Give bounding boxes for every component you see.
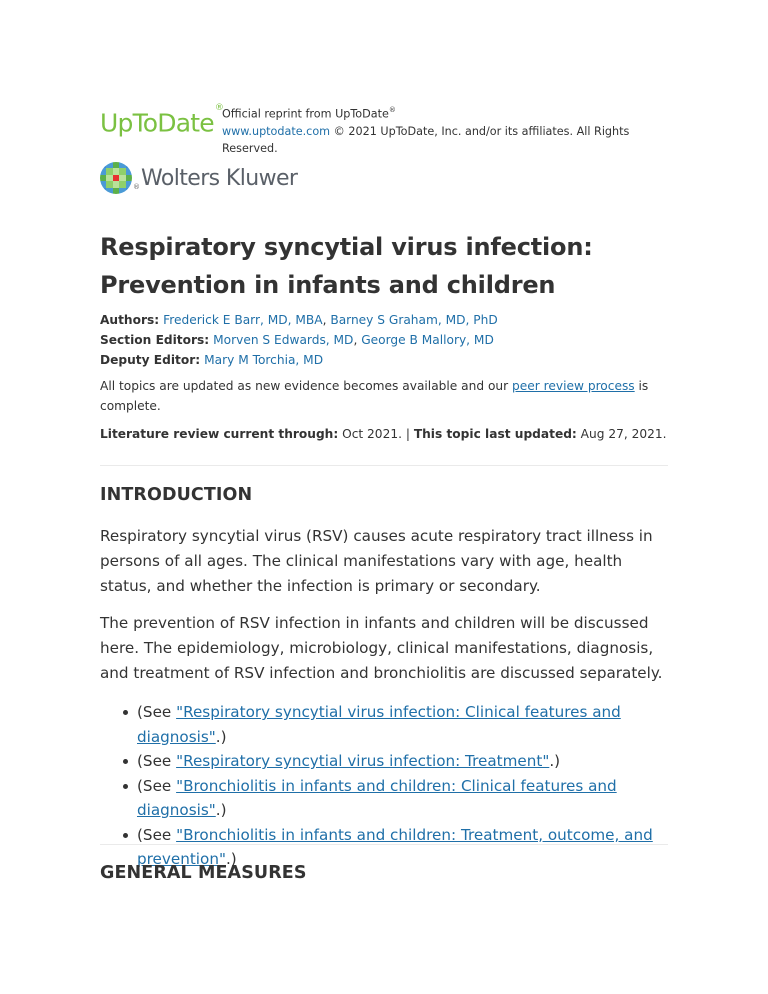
update-note-text: is complete.	[100, 379, 649, 413]
uptodate-logo-text: UpToDate	[100, 108, 214, 138]
reprint-line	[222, 103, 668, 123]
author-link[interactable]: Barney S Graham, MD, PhD	[330, 313, 498, 327]
reprint-text: Official reprint from UpToDate	[222, 107, 389, 121]
update-note	[100, 376, 668, 416]
reprint-header	[100, 103, 668, 160]
author-link[interactable]: Frederick E Barr, MD, MBA	[163, 313, 323, 327]
registered-mark: ®	[388, 106, 396, 114]
section-divider	[100, 844, 668, 845]
wolters-kluwer-globe-icon	[100, 162, 132, 194]
see-prefix: (See	[137, 776, 177, 795]
topic-link[interactable]: "Respiratory syncytial virus infection: Treatment"	[176, 752, 550, 770]
topic-link[interactable]: "Bronchiolitis in infants and children: Treatment, outcome, and prevention"	[137, 825, 653, 868]
reprint-notice	[222, 103, 668, 157]
uptodate-site-link[interactable]: www.uptodate.com	[222, 124, 331, 138]
see-suffix: .)	[549, 752, 561, 770]
copyright-text: © 2021 UpToDate, Inc. and/or its affiliates. All Rights Reserved.	[222, 124, 630, 155]
publisher-name: Wolters Kluwer	[141, 165, 298, 191]
authors-label: Authors:	[100, 313, 160, 327]
lit-review-value: Oct 2021. |	[338, 427, 414, 441]
lit-review-label: Literature review current through:	[100, 427, 339, 441]
article-title: Respiratory syncytial virus infection: Prevention in infants and children	[100, 233, 593, 299]
see-prefix: (See	[137, 825, 177, 844]
section-editors-row	[100, 330, 498, 350]
section-editor-link[interactable]: George B Mallory, MD	[361, 333, 494, 347]
copyright-line	[222, 123, 668, 157]
section-editors-label: Section Editors:	[100, 333, 210, 347]
topic-link[interactable]: "Bronchiolitis in infants and children: Clinical features and diagnosis"	[137, 776, 617, 819]
section-heading-introduction: INTRODUCTION	[100, 485, 253, 505]
see-prefix: (See	[137, 703, 177, 721]
update-note-text: All topics are updated as new evidence becomes available and our	[100, 379, 513, 393]
wolters-kluwer-logo	[100, 162, 297, 194]
topic-link[interactable]: "Respiratory syncytial virus infection: Clinical features and diagnosis"	[137, 703, 621, 746]
section-divider	[100, 465, 668, 466]
last-updated-value: Aug 27, 2021.	[576, 427, 667, 441]
deputy-editor-label: Deputy Editor:	[100, 353, 201, 367]
deputy-editor-row	[100, 350, 498, 370]
article-contributors	[100, 310, 498, 370]
section-heading-general-measures: GENERAL MEASURES	[100, 863, 307, 883]
last-updated-label: This topic last updated:	[413, 427, 577, 441]
separator: ,	[353, 333, 362, 347]
section-editor-link[interactable]: Morven S Edwards, MD	[213, 333, 354, 347]
see-also-item	[122, 774, 682, 823]
review-dates	[100, 424, 667, 444]
see-suffix: .)	[215, 727, 227, 746]
deputy-editor-link[interactable]: Mary M Torchia, MD	[204, 353, 324, 367]
authors-row	[100, 310, 498, 330]
see-suffix: .)	[215, 801, 227, 819]
see-also-item	[122, 749, 682, 774]
intro-paragraph: Respiratory syncytial virus (RSV) causes acute respiratory tract illness in persons of all ages. The clinical manifestations vary with age, health status, and whether the infection is primary or secondary.	[100, 527, 653, 595]
see-prefix: (See	[137, 752, 177, 770]
see-also-item	[122, 700, 682, 749]
see-also-list	[122, 700, 682, 872]
uptodate-logo	[100, 103, 224, 138]
separator: ,	[322, 313, 331, 327]
peer-review-process-link[interactable]: peer review process	[512, 379, 635, 393]
intro-paragraph: The prevention of RSV infection in infants and children will be discussed here. The epidemiology, microbiology, clinical manifestations, diagnosis, and treatment of RSV infection and bronchiolitis are discussed separately.	[100, 614, 663, 682]
registered-mark: ®	[133, 183, 140, 191]
see-suffix: .)	[225, 850, 237, 868]
registered-mark: ®	[214, 103, 224, 113]
